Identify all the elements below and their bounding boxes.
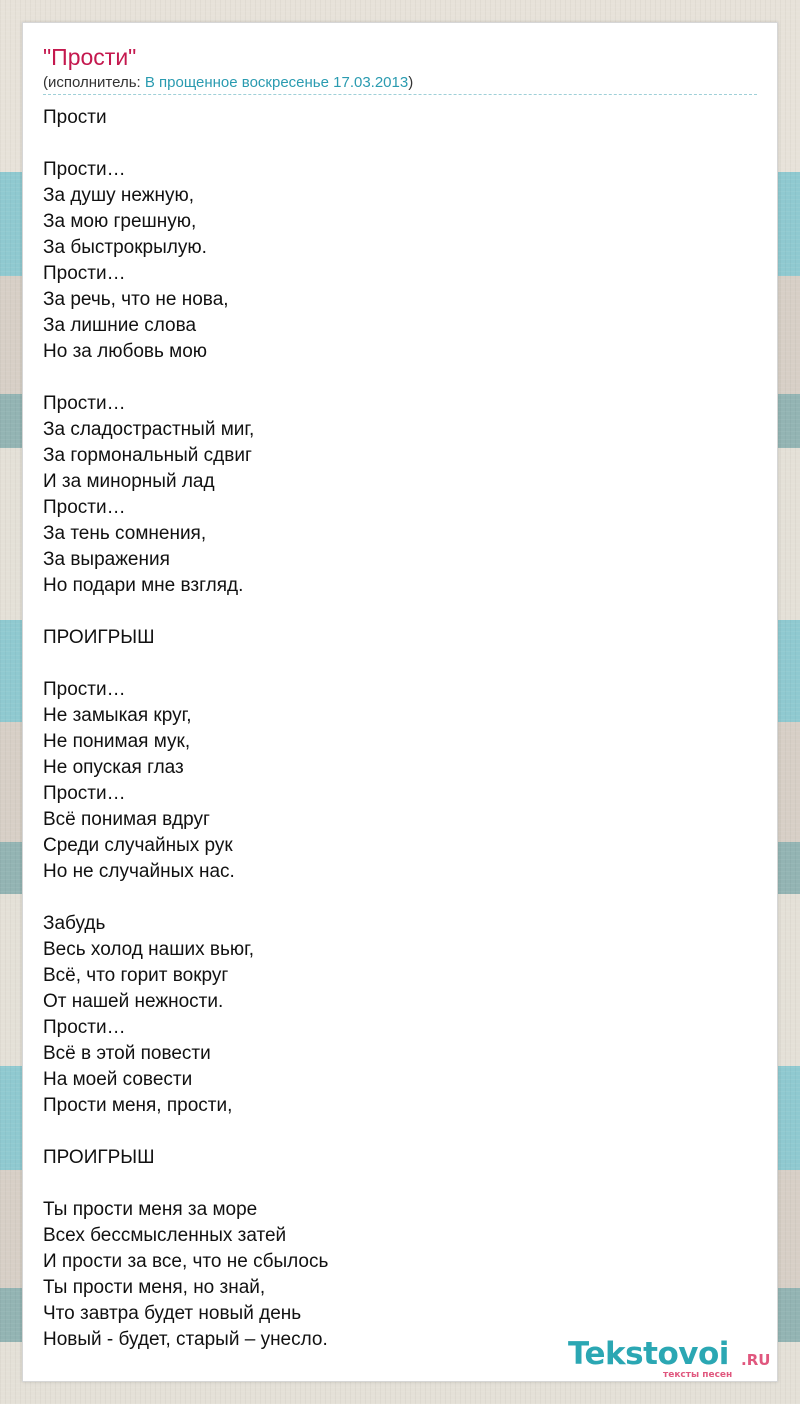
lyric-line: Не опуская глаз [43,757,184,778]
lyric-line: И прости за все, что не сбылось [43,1251,329,1272]
lyric-line: Прости… [43,679,126,700]
lyric-line: Прости… [43,263,126,284]
lyric-line [43,1171,328,1197]
performer-suffix: ) [408,74,414,91]
lyric-line: От нашей нежности. [43,991,224,1012]
lyric-line: Прости… [43,783,126,804]
lyric-line: Не замыкая круг, [43,705,192,726]
lyric-line: Новый - будет, старый – унесло. [43,1329,328,1350]
logo-wordmark: Tekstovoi [568,1336,729,1372]
lyric-line: Ты прости меня, но знай, [43,1277,266,1298]
lyric-line: За душу нежную, [43,185,195,206]
performer-prefix: (исполнитель: [43,74,145,91]
site-logo[interactable] [568,1336,778,1380]
lyric-line: Прости… [43,1017,126,1038]
lyric-line: Весь холод наших вьюг, [43,939,254,960]
lyric-line [43,1119,328,1145]
lyric-line: На моей совести [43,1069,193,1090]
lyric-line: Не понимая мук, [43,731,191,752]
lyric-line: За тень сомнения, [43,523,207,544]
lyric-line [43,599,328,625]
performer-line [43,74,413,92]
logo-tagline: тексты песен [663,1370,733,1380]
lyric-line: За лишние слова [43,315,197,336]
lyric-line: Всё в этой повести [43,1043,211,1064]
lyric-line: Но за любовь мою [43,341,208,362]
header-divider [43,94,757,95]
lyric-line: Всё понимая вдруг [43,809,210,830]
lyric-line: За выражения [43,549,170,570]
logo-domain-suffix: .RU [741,1351,771,1369]
lyrics-text [43,105,328,1353]
lyric-line: Всех бессмысленных затей [43,1225,287,1246]
lyric-line: Ты прости меня за море [43,1199,258,1220]
lyric-line: За гормональный сдвиг [43,445,252,466]
lyric-line [43,365,328,391]
lyric-line: За быстрокрылую. [43,237,207,258]
lyric-line [43,131,328,157]
lyric-line: Прости… [43,497,126,518]
lyric-line: Забудь [43,913,106,934]
lyric-line: Но подари мне взгляд. [43,575,244,596]
lyric-line: Но не случайных нас. [43,861,235,882]
lyric-line: Всё, что горит вокруг [43,965,229,986]
lyric-line: За мою грешную, [43,211,197,232]
lyric-line: Прости… [43,159,126,180]
lyric-line: За сладострастный миг, [43,419,255,440]
lyric-line: И за минорный лад [43,471,215,492]
lyric-line: Среди случайных рук [43,835,233,856]
lyric-line [43,651,328,677]
performer-link[interactable]: В прощенное воскресенье 17.03.2013 [144,74,409,91]
lyric-line: Прости [43,107,107,128]
song-title: "Прости" [43,44,137,70]
lyric-line: ПРОИГРЫШ [43,627,155,648]
lyric-line: За речь, что не нова, [43,289,229,310]
lyric-line: Что завтра будет новый день [43,1303,302,1324]
lyric-line [43,885,328,911]
lyric-line: Прости… [43,393,126,414]
lyric-line: Прости меня, прости, [43,1095,233,1116]
lyrics-card [22,22,778,1382]
lyric-line: ПРОИГРЫШ [43,1147,155,1168]
